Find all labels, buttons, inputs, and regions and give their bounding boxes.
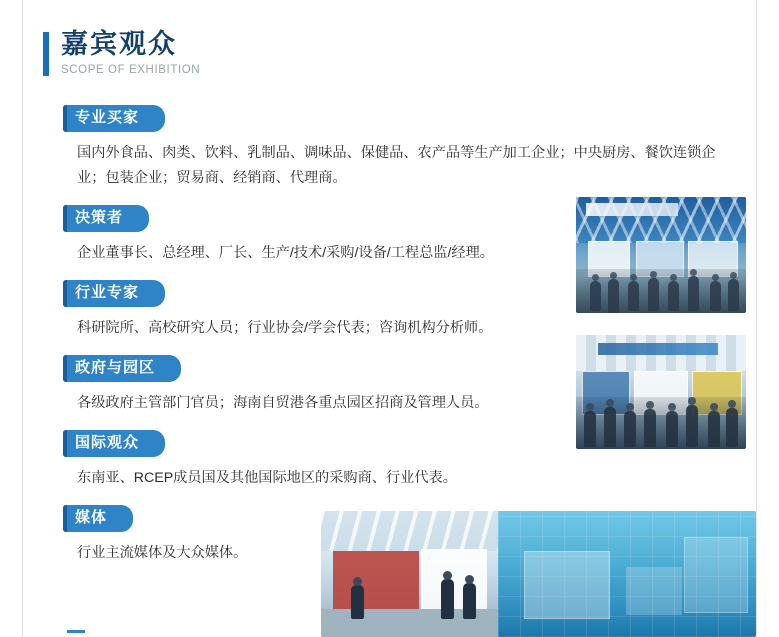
white-booth — [421, 549, 487, 611]
red-booth — [333, 551, 419, 609]
page-title — [43, 28, 200, 76]
person-silhouette — [686, 405, 698, 447]
person-silhouette — [590, 281, 601, 311]
page-edge-right — [756, 0, 779, 637]
page-content — [23, 0, 756, 637]
blue-overlay — [498, 511, 756, 637]
exhibition-booth-photo-1 — [576, 197, 746, 313]
crowd-area — [576, 397, 746, 449]
photo-graphic — [498, 511, 756, 637]
exhibition-wide-photo-band — [321, 511, 756, 637]
person-silhouette — [666, 411, 678, 447]
section-tag: 专业买家 — [63, 105, 165, 132]
title-accent-bar — [43, 32, 49, 76]
exhibition-machine-photo-4 — [498, 511, 756, 637]
section-tag: 媒体 — [63, 505, 133, 532]
person-silhouette — [351, 585, 364, 619]
section-description: 科研院所、高校研究人员；行业协会/学会代表；咨询机构分析师。 — [77, 320, 493, 336]
person-silhouette — [624, 411, 636, 447]
person-silhouette — [688, 276, 699, 311]
page-edge-left — [0, 0, 23, 637]
exhibition-hall-photo-2 — [576, 335, 746, 449]
title-english: SCOPE OF EXHIBITION — [61, 64, 201, 76]
person-silhouette — [608, 279, 619, 313]
person-silhouette — [708, 411, 720, 447]
person-silhouette — [648, 278, 659, 311]
photo-graphic — [576, 335, 746, 449]
title-text-wrap — [61, 28, 200, 76]
person-silhouette — [584, 411, 596, 447]
hall-signage — [598, 343, 718, 355]
person-silhouette — [728, 279, 739, 311]
section-description: 企业董事长、总经理、厂长、生产/技术/采购/设备/工程总监/经理。 — [77, 245, 494, 261]
section-description: 行业主流媒体及大众媒体。 — [77, 545, 248, 561]
person-silhouette — [710, 281, 721, 311]
person-silhouette — [726, 408, 738, 447]
title-chinese: 嘉宾观众 — [61, 29, 177, 59]
ceiling-truss — [321, 511, 498, 551]
section-professional-buyers — [63, 105, 743, 191]
section-description: 各级政府主管部门官员；海南自贸港各重点园区招商及管理人员。 — [77, 395, 489, 411]
person-silhouette — [644, 409, 656, 447]
exhibition-booth-photo-3 — [321, 511, 498, 637]
photo-graphic — [321, 511, 498, 637]
section-tag: 行业专家 — [63, 280, 165, 307]
section-description: 国内外食品、肉类、饮料、乳制品、调味品、保健品、农产品等生产加工企业；中央厨房、餐饮连锁企业；包装企业；贸易商、经销商、代理商。 — [77, 145, 716, 186]
section-description: 东南亚、RCEP成员国及其他国际地区的采购商、行业代表。 — [77, 470, 457, 486]
person-silhouette — [463, 583, 476, 619]
person-silhouette — [628, 281, 639, 311]
booth-banner — [586, 203, 678, 216]
person-silhouette — [441, 579, 454, 619]
person-silhouette — [668, 281, 679, 311]
section-tag: 国际观众 — [63, 430, 165, 457]
bottom-accent-mark — [67, 630, 85, 633]
section-tag: 政府与园区 — [63, 355, 181, 382]
photo-graphic — [576, 197, 746, 313]
section-tag: 决策者 — [63, 205, 149, 232]
person-silhouette — [604, 407, 616, 447]
